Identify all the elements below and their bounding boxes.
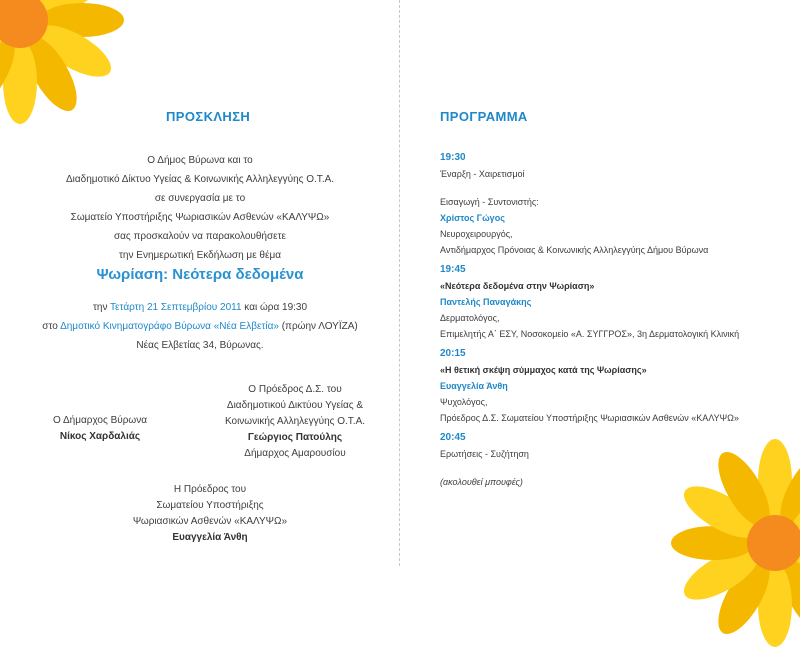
coordinator-name: Χρίστος Γώγος	[440, 213, 505, 223]
event-title: Ψωρίαση: Νεότερα δεδομένα	[96, 266, 304, 283]
slot-time: 20:45	[440, 432, 466, 443]
speaker-role: Δερματολόγος,	[440, 313, 500, 323]
program-slot-opening	[440, 150, 795, 182]
event-date-line: την Τετάρτη 21 Σεπτεμβρίου 2011 και ώρα 19:30	[92, 302, 308, 313]
event-address: Νέας Ελβετίας 34, Βύρωνας.	[136, 340, 264, 351]
chair-role-line: Ψωριασικών Ασθενών «ΚΑΛΥΨΩ»	[132, 516, 288, 527]
invitation-heading: ΠΡΟΣΚΛΗΣΗ	[166, 109, 251, 124]
slot-text: Ερωτήσεις - Συζήτηση	[440, 449, 529, 459]
intro-line: Διαδημοτικό Δίκτυο Υγείας & Κοινωνικής Αλληλεγγύης Ο.Τ.Α.	[65, 174, 335, 185]
program-intro	[440, 194, 795, 258]
intro-line: Σωματείο Υποστήριξης Ψωριασικών Ασθενών «ΚΑΛΥΨΩ»	[70, 212, 330, 223]
program-closing-note: (ακολουθεί μπουφές)	[440, 477, 523, 487]
event-date: Τετάρτη 21 Σεπτεμβρίου 2011	[110, 302, 242, 313]
intro-line: την Ενημερωτική Εκδήλωση με θέμα	[118, 250, 281, 261]
president-role-line: Διαδημοτικού Δικτύου Υγείας &	[226, 400, 364, 411]
chair-name: Ευαγγελία Άνθη	[172, 532, 248, 543]
invitation-page	[0, 0, 400, 566]
event-details	[0, 298, 400, 355]
intro-line: Ο Δήμος Βύρωνα και το	[147, 155, 253, 166]
president-title: Δήμαρχος Αμαρουσίου	[244, 448, 346, 459]
program-page	[400, 0, 800, 566]
program-slot-talk-1	[440, 262, 795, 342]
slot-text: Έναρξη - Χαιρετισμοί	[440, 169, 525, 179]
invitation-intro	[0, 151, 400, 265]
coordinator-role: Αντιδήμαρχος Πρόνοιας & Κοινωνικής Αλληλεγγύης Δήμου Βύρωνα	[440, 245, 709, 255]
speaker-role: Επιμελητής Α΄ ΕΣΥ, Νοσοκομείο «Α. ΣΥΓΓΡΟΣ», 3η Δερματολογική Κλινική	[440, 329, 740, 339]
event-venue: Δημοτικό Κινηματογράφο Βύρωνα «Νέα Ελβετία»	[60, 321, 279, 332]
talk-title: «Η θετική σκέψη σύμμαχος κατά της Ψωρίασης»	[440, 365, 647, 375]
program-slot-talk-2	[440, 346, 795, 426]
chair-role-line: Η Πρόεδρος του	[173, 484, 247, 495]
mayor-name: Νίκος Χαρδαλιάς	[59, 431, 141, 442]
president-signature	[200, 382, 390, 462]
mayor-role: Ο Δήμαρχος Βύρωνα	[52, 415, 148, 426]
speaker-name: Παντελής Παναγάκης	[440, 297, 532, 307]
slot-time: 19:30	[440, 152, 466, 163]
slot-time: 20:15	[440, 348, 466, 359]
president-role-line: Ο Πρόεδρος Δ.Σ. του	[248, 384, 342, 395]
intro-line: σε συνεργασία με το	[154, 193, 246, 204]
chair-signature	[110, 482, 310, 546]
intro-label: Εισαγωγή - Συντονιστής:	[440, 197, 539, 207]
slot-time: 19:45	[440, 264, 466, 275]
talk-title: «Νεότερα δεδομένα στην Ψωρίαση»	[440, 281, 595, 291]
program-heading: ΠΡΟΓΡΑΜΜΑ	[440, 109, 528, 124]
speaker-role: Πρόεδρος Δ.Σ. Σωματείου Υποστήριξης Ψωριασικών Ασθενών «ΚΑΛΥΨΩ»	[440, 413, 739, 423]
president-name: Γεώργιος Πατούλης	[247, 432, 343, 443]
intro-line: σας προσκαλούν να παρακολουθήσετε	[113, 231, 287, 242]
speaker-name: Ευαγγελία Άνθη	[440, 381, 508, 391]
mayor-signature	[30, 413, 170, 445]
speaker-role: Ψυχολόγος,	[440, 397, 488, 407]
program-slot-discussion	[440, 430, 795, 462]
coordinator-role: Νευροχειρουργός,	[440, 229, 513, 239]
president-role-line: Κοινωνικής Αλληλεγγύης Ο.Τ.Α.	[224, 416, 366, 427]
chair-role-line: Σωματείου Υποστήριξης	[156, 500, 264, 511]
event-venue-line: στο Δημοτικό Κινηματογράφο Βύρωνα «Νέα Ελβετία» (πρώην ΛΟΥΪΖΑ)	[42, 321, 358, 332]
